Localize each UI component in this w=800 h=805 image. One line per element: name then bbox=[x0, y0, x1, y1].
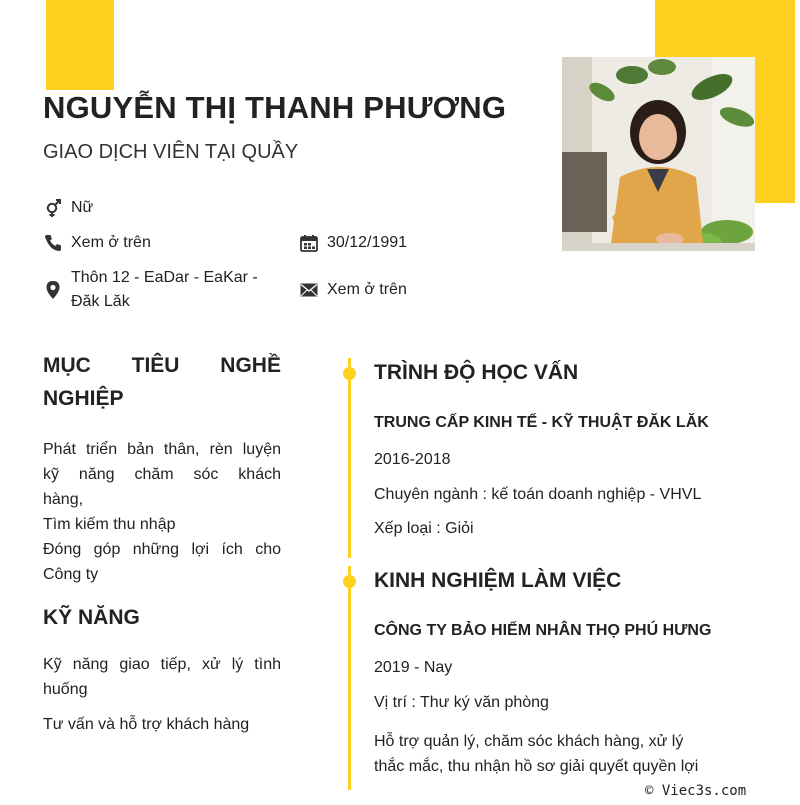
watermark: © Viec3s.com bbox=[645, 783, 747, 799]
education-grade: Xếp loại : Giỏi bbox=[374, 520, 474, 537]
objective-line: Đóng góp những lợi ích cho bbox=[43, 541, 281, 558]
objective-line: Tìm kiếm thu nhập bbox=[43, 516, 176, 533]
skill-item-2-text: Tư vấn và hỗ trợ khách hàng bbox=[43, 716, 250, 733]
phone-value: Xem ở trên bbox=[71, 234, 151, 251]
education-school: TRUNG CẤP KINH TẾ - KỸ THUẬT ĐĂK LĂK bbox=[374, 414, 709, 431]
info-birthdate bbox=[299, 231, 407, 255]
location-pin-icon bbox=[43, 266, 63, 314]
experience-period: 2019 - Nay bbox=[374, 659, 453, 676]
experience-company: CÔNG TY BẢO HIỂM NHÂN THỌ PHÚ HƯNG bbox=[374, 622, 712, 639]
education-years: 2016-2018 bbox=[374, 451, 451, 468]
skill-item-1-line-1: Kỹ năng giao tiếp, xử lý tình bbox=[43, 656, 281, 673]
objective-title-line-2: NGHIỆP bbox=[43, 387, 124, 410]
skill-item-1 bbox=[43, 652, 281, 702]
envelope-icon bbox=[299, 278, 319, 302]
objective-line: Công ty bbox=[43, 566, 99, 583]
info-address bbox=[43, 266, 283, 314]
experience-title: KINH NGHIỆM LÀM VIỆC bbox=[374, 569, 622, 592]
timeline-line-education bbox=[348, 358, 351, 558]
timeline-dot-experience bbox=[343, 575, 356, 588]
gender-icon bbox=[43, 196, 63, 220]
objective-title-word-3: NGHỀ bbox=[220, 354, 281, 377]
calendar-icon bbox=[299, 231, 319, 255]
experience-duties bbox=[374, 729, 698, 779]
skills-title: KỸ NĂNG bbox=[43, 606, 140, 629]
address-line-2: Đăk Lăk bbox=[71, 293, 130, 310]
objective-title-word-2: TIÊU bbox=[131, 354, 180, 377]
experience-duty-line-1: Hỗ trợ quản lý, chăm sóc khách hàng, xử lý bbox=[374, 733, 684, 750]
profile-photo bbox=[562, 57, 755, 251]
address-line-1: Thôn 12 - EaDar - EaKar - bbox=[71, 269, 258, 286]
address-value bbox=[71, 266, 258, 314]
info-gender bbox=[43, 196, 93, 220]
info-email bbox=[299, 278, 407, 302]
gender-value: Nữ bbox=[71, 199, 94, 216]
experience-duty-line-2: thắc mắc, thu nhận hồ sơ giải quyết quyền lợi bbox=[374, 758, 699, 775]
birthdate-value: 30/12/1991 bbox=[327, 234, 408, 251]
timeline-line-experience bbox=[348, 566, 351, 790]
objective-line: hàng, bbox=[43, 491, 84, 508]
education-major: Chuyên ngành : kế toán doanh nghiệp - VHVL bbox=[374, 486, 702, 503]
email-value: Xem ở trên bbox=[327, 281, 407, 298]
objective-title bbox=[43, 349, 281, 415]
education-title: TRÌNH ĐỘ HỌC VẤN bbox=[374, 361, 579, 384]
objective-text bbox=[43, 437, 281, 587]
objective-title-word-1: MỤC bbox=[43, 354, 91, 377]
experience-position: Vị trí : Thư ký văn phòng bbox=[374, 694, 549, 711]
info-phone bbox=[43, 231, 151, 255]
phone-icon bbox=[43, 231, 63, 255]
timeline-dot-education bbox=[343, 367, 356, 380]
objective-line: kỹ năng chăm sóc khách bbox=[43, 466, 281, 483]
candidate-name: NGUYỄN THỊ THANH PHƯƠNG bbox=[43, 90, 507, 125]
job-title: GIAO DỊCH VIÊN TẠI QUẦY bbox=[43, 141, 299, 163]
objective-line: Phát triển bản thân, rèn luyện bbox=[43, 441, 281, 458]
accent-block-left bbox=[46, 0, 114, 90]
skill-item-1-line-2: huống bbox=[43, 681, 88, 698]
skill-item-2 bbox=[43, 712, 281, 737]
